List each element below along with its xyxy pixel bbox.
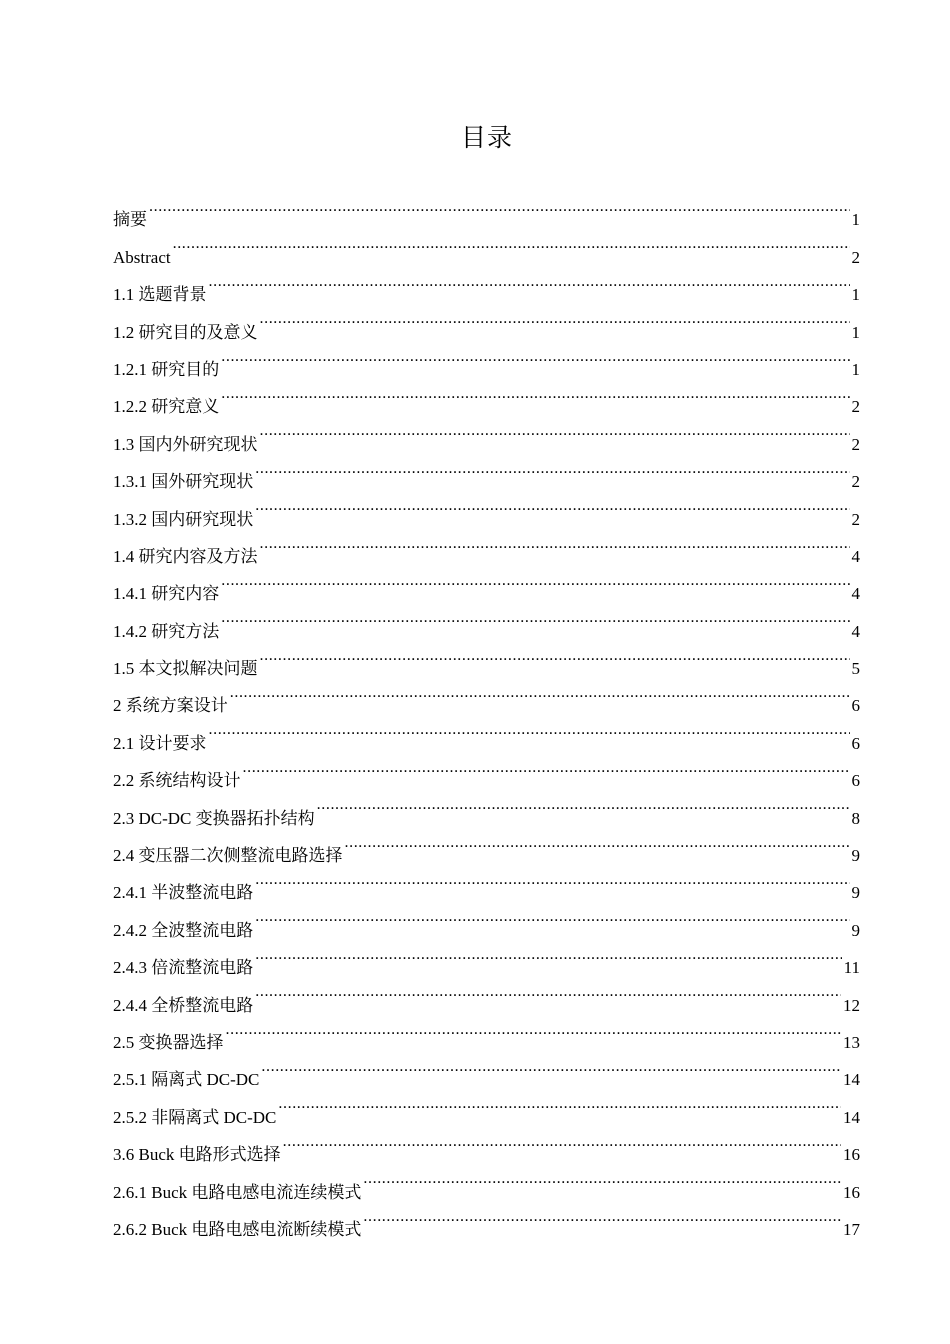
toc-entry-label: 1.3.1 国外研究现状 <box>113 472 254 492</box>
toc-entry[interactable] <box>113 375 860 417</box>
dot-leader <box>255 898 849 935</box>
toc-entry-page-number: 4 <box>851 546 860 566</box>
toc-entry-page-number: 8 <box>851 808 860 828</box>
toc-entry-page-number: 1 <box>851 359 860 379</box>
toc-entry-label: 3.6 Buck 电路形式选择 <box>113 1145 281 1165</box>
toc-entry-label: 1.2 研究目的及意义 <box>113 322 258 342</box>
toc-entry[interactable] <box>113 749 860 791</box>
dot-leader <box>230 674 850 711</box>
toc-entry-page-number: 14 <box>843 1070 860 1090</box>
toc-entry-page-number: 6 <box>851 733 860 753</box>
toc-entry[interactable] <box>113 711 860 753</box>
toc-entry[interactable] <box>113 562 860 604</box>
toc-entry[interactable] <box>113 1048 860 1090</box>
toc-entry[interactable] <box>113 599 860 641</box>
toc-entry-page-number: 6 <box>851 771 860 791</box>
dot-leader <box>363 1160 841 1197</box>
toc-entry[interactable] <box>113 263 860 305</box>
dot-leader <box>317 786 850 823</box>
toc-entry-label: 1.4 研究内容及方法 <box>113 546 258 566</box>
toc-entry-page-number: 5 <box>851 659 860 679</box>
toc-entry-label: 2.4 变压器二次侧整流电路选择 <box>113 846 343 866</box>
toc-entry-page-number: 16 <box>843 1145 860 1165</box>
toc-entry-page-number: 4 <box>851 621 860 641</box>
toc-entry-page-number: 6 <box>851 696 860 716</box>
toc-entry-page-number: 12 <box>843 995 860 1015</box>
toc-entry-page-number: 1 <box>851 322 860 342</box>
toc-entry-page-number: 9 <box>851 883 860 903</box>
dot-leader <box>209 711 850 748</box>
toc-entry-page-number: 13 <box>843 1032 860 1052</box>
toc-entry-label: 2.5.1 隔离式 DC-DC <box>113 1070 260 1090</box>
toc-entry[interactable] <box>113 412 860 454</box>
dot-leader <box>363 1198 841 1235</box>
dot-leader <box>243 749 850 786</box>
toc-entry[interactable] <box>113 188 860 230</box>
toc-entry-label: 2.5 变换器选择 <box>113 1032 224 1052</box>
dot-leader <box>149 188 850 225</box>
dot-leader <box>255 450 849 487</box>
dot-leader <box>221 375 849 412</box>
toc-entry-label: 2.6.1 Buck 电路电感电流连续模式 <box>113 1182 362 1202</box>
dot-leader <box>255 487 849 524</box>
toc-entry-label: 1.4.1 研究内容 <box>113 584 220 604</box>
toc-entry-label: 1.3.2 国内研究现状 <box>113 509 254 529</box>
toc-entry-label: 1.2.1 研究目的 <box>113 359 220 379</box>
toc-entry-label: 2.4.1 半波整流电路 <box>113 883 254 903</box>
toc-entry-label: Abstract <box>113 247 171 267</box>
toc-entry-label: 1.4.2 研究方法 <box>113 621 220 641</box>
toc-entry-page-number: 2 <box>851 247 860 267</box>
toc-entry-page-number: 14 <box>843 1107 860 1127</box>
dot-leader <box>260 637 850 674</box>
toc-entry-page-number: 1 <box>851 210 860 230</box>
toc-entry-page-number: 2 <box>851 397 860 417</box>
dot-leader <box>221 599 849 636</box>
toc-entry-label: 2 系统方案设计 <box>113 696 228 716</box>
dot-leader <box>283 1123 841 1160</box>
toc-entry-page-number: 9 <box>851 846 860 866</box>
toc-entry-page-number: 16 <box>843 1182 860 1202</box>
toc-entry-page-number: 1 <box>851 285 860 305</box>
toc-entry-label: 1.1 选题背景 <box>113 285 207 305</box>
toc-entry-page-number: 17 <box>843 1219 860 1239</box>
toc-entry-page-number: 2 <box>851 509 860 529</box>
toc-entry-page-number: 2 <box>851 434 860 454</box>
dot-leader <box>255 973 841 1010</box>
dot-leader <box>278 1085 841 1122</box>
dot-leader <box>173 225 850 262</box>
dot-leader <box>226 1011 842 1048</box>
toc-entry-label: 2.4.3 倍流整流电路 <box>113 958 254 978</box>
toc-entry-page-number: 11 <box>843 958 860 978</box>
dot-leader <box>345 824 850 861</box>
dot-leader <box>221 562 849 599</box>
toc-entry-label: 1.3 国内外研究现状 <box>113 434 258 454</box>
toc-entry-label: 摘要 <box>113 210 147 230</box>
toc-entry-page-number: 4 <box>851 584 860 604</box>
page-title: 目录 <box>460 123 513 152</box>
toc-entry-label: 2.3 DC-DC 变换器拓扑结构 <box>113 808 315 828</box>
toc-entry-label: 2.4.4 全桥整流电路 <box>113 995 254 1015</box>
toc-entry-label: 1.2.2 研究意义 <box>113 397 220 417</box>
dot-leader <box>255 861 849 898</box>
toc-entry[interactable] <box>113 637 860 679</box>
dot-leader <box>260 525 850 562</box>
table-of-contents <box>113 188 860 1239</box>
dot-leader <box>221 338 849 375</box>
dot-leader <box>255 936 841 973</box>
toc-entry-label: 2.1 设计要求 <box>113 733 207 753</box>
toc-entry-label: 2.5.2 非隔离式 DC-DC <box>113 1107 277 1127</box>
toc-entry[interactable] <box>113 1011 860 1052</box>
toc-entry-label: 2.2 系统结构设计 <box>113 771 241 791</box>
dot-leader <box>261 1048 841 1085</box>
toc-entry-label: 1.5 本文拟解决问题 <box>113 659 258 679</box>
dot-leader <box>260 300 850 337</box>
toc-entry-label: 2.6.2 Buck 电路电感电流断续模式 <box>113 1219 362 1239</box>
toc-entry[interactable] <box>113 225 860 267</box>
toc-entry[interactable] <box>113 300 860 342</box>
dot-leader <box>260 412 850 449</box>
dot-leader <box>209 263 850 300</box>
toc-entry[interactable] <box>113 338 860 379</box>
toc-entry-label: 2.4.2 全波整流电路 <box>113 920 254 940</box>
toc-entry-page-number: 2 <box>851 472 860 492</box>
toc-entry-page-number: 9 <box>851 920 860 940</box>
